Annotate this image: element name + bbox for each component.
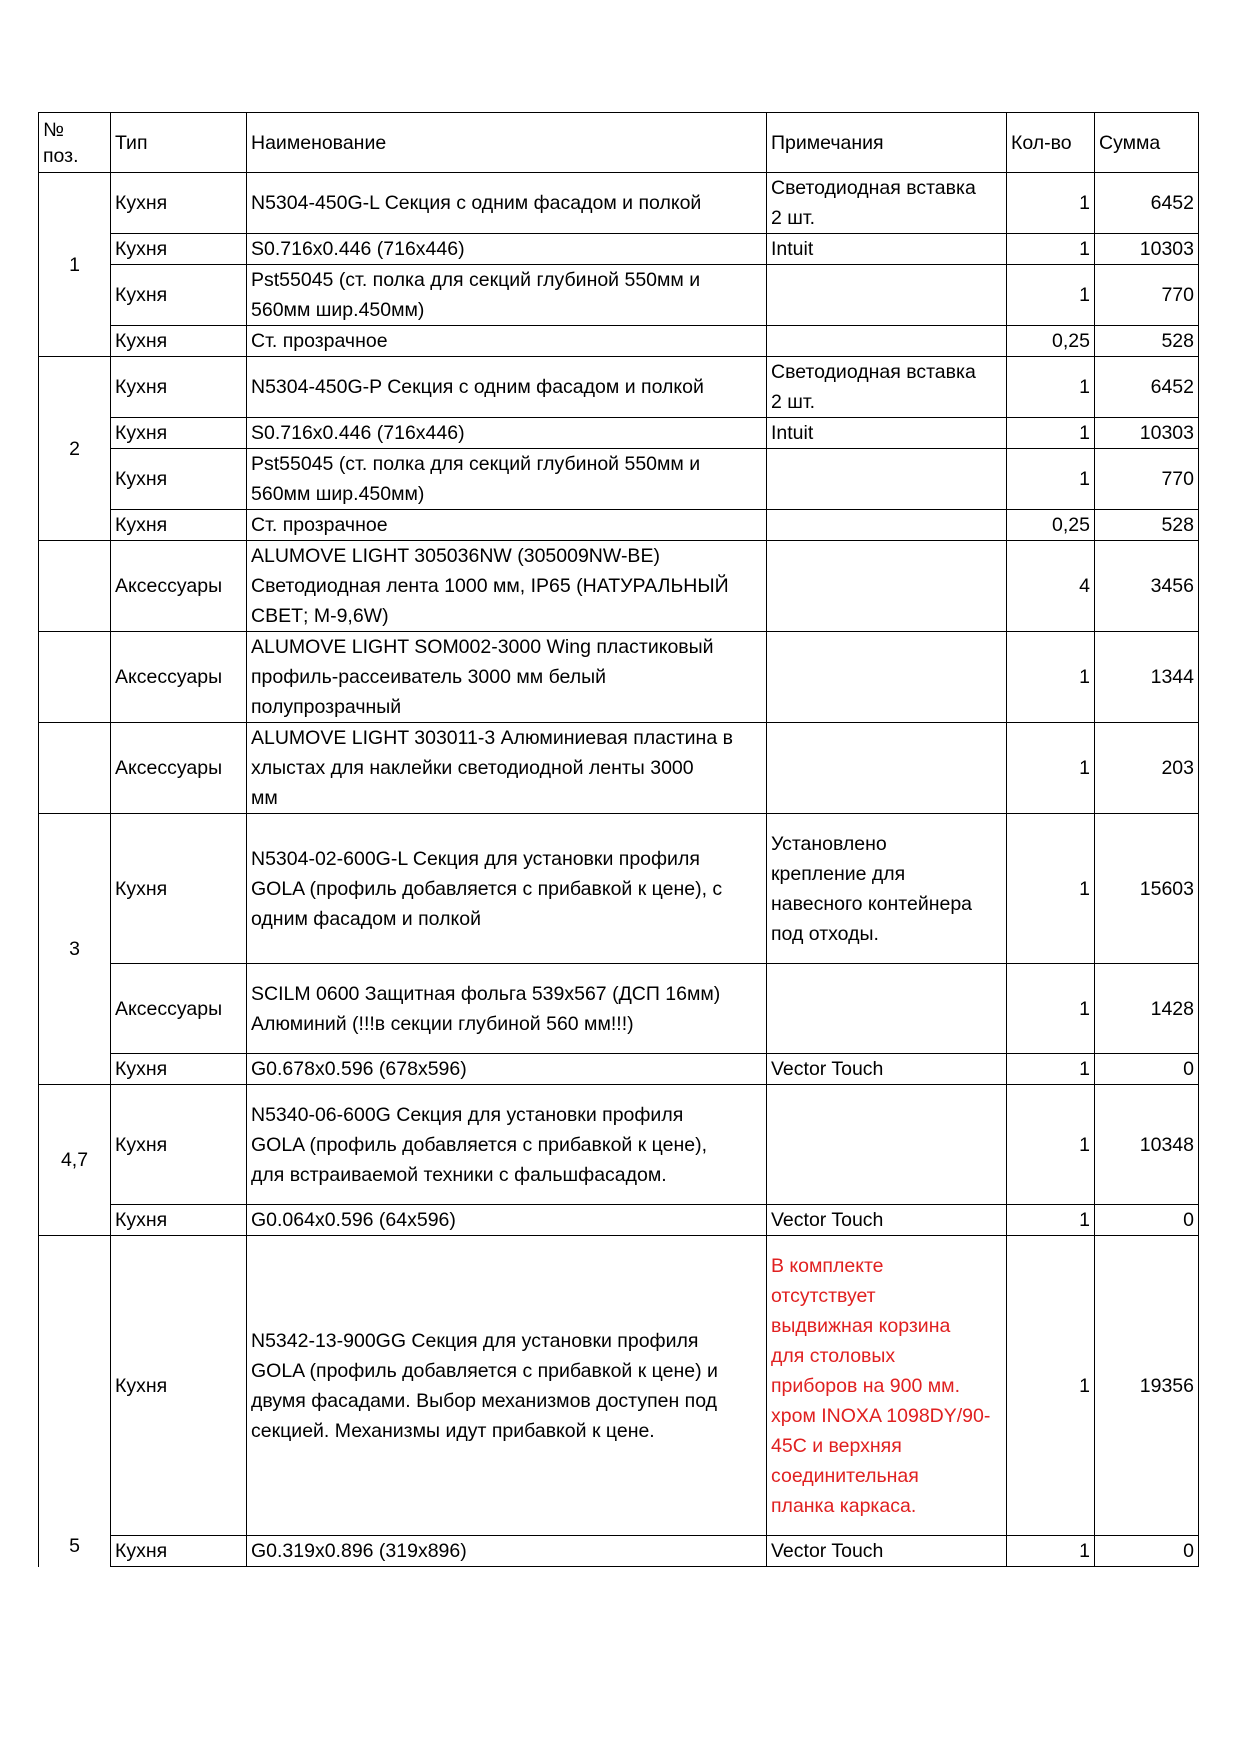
sum-cell: 1344 [1095, 632, 1199, 723]
note-cell [767, 723, 1007, 814]
table-header-row [39, 113, 1199, 173]
sum-cell: 6452 [1095, 357, 1199, 418]
type-cell: Аксессуары [111, 632, 247, 723]
type-cell: Кухня [111, 1536, 247, 1567]
table-row [39, 173, 1199, 234]
type-cell: Кухня [111, 418, 247, 449]
header-name: Наименование [247, 113, 767, 173]
sum-cell: 0 [1095, 1054, 1199, 1085]
table-row [39, 1085, 1199, 1205]
quantity-cell: 1 [1007, 814, 1095, 964]
name-cell: G0.678x0.596 (678х596) [247, 1054, 767, 1085]
position-number [39, 723, 111, 814]
quantity-cell: 0,25 [1007, 510, 1095, 541]
header-qty: Кол-во [1007, 113, 1095, 173]
quantity-cell: 1 [1007, 1085, 1095, 1205]
table-row [39, 1205, 1199, 1236]
type-cell: Кухня [111, 1054, 247, 1085]
name-cell: S0.716x0.446 (716х446) [247, 418, 767, 449]
note-cell: Intuit [767, 234, 1007, 265]
quantity-cell: 1 [1007, 357, 1095, 418]
quantity-cell: 1 [1007, 265, 1095, 326]
position-number: 2 [39, 357, 111, 541]
sum-cell: 3456 [1095, 541, 1199, 632]
sum-cell: 203 [1095, 723, 1199, 814]
quantity-cell: 1 [1007, 1054, 1095, 1085]
type-cell: Кухня [111, 173, 247, 234]
type-cell: Кухня [111, 1236, 247, 1536]
name-cell: G0.064x0.596 (64х596) [247, 1205, 767, 1236]
note-cell: Светодиодная вставка 2 шт. [767, 357, 1007, 418]
name-cell: Ст. прозрачное [247, 326, 767, 357]
type-cell: Кухня [111, 265, 247, 326]
quantity-cell: 1 [1007, 418, 1095, 449]
type-cell: Аксессуары [111, 964, 247, 1054]
table-row [39, 632, 1199, 723]
quantity-cell: 1 [1007, 173, 1095, 234]
name-cell: N5342-13-900GG Секция для установки профиля GOLA (профиль добавляется с прибавкой к цене) и двумя фасадами. Выбор механизмов доступен под секцией. Механизмы идут прибавкой к цене. [247, 1236, 767, 1536]
name-cell: ALUMOVE LIGHT SOM002-3000 Wing пластиковый профиль-рассеиватель 3000 мм белый полупрозрачный [247, 632, 767, 723]
name-cell: Pst55045 (ст. полка для секций глубиной 550мм и 560мм шир.450мм) [247, 265, 767, 326]
table-row [39, 964, 1199, 1054]
note-cell: Intuit [767, 418, 1007, 449]
header-note: Примечания [767, 113, 1007, 173]
sum-cell: 770 [1095, 265, 1199, 326]
quantity-cell: 1 [1007, 234, 1095, 265]
position-number: 5 [39, 1236, 111, 1567]
name-cell: SCILM 0600 Защитная фольга 539х567 (ДСП 16мм) Алюминий (!!!в секции глубиной 560 мм!!!) [247, 964, 767, 1054]
sum-cell: 6452 [1095, 173, 1199, 234]
type-cell: Кухня [111, 357, 247, 418]
table-row [39, 234, 1199, 265]
sum-cell: 15603 [1095, 814, 1199, 964]
sum-cell: 10303 [1095, 418, 1199, 449]
name-cell: ALUMOVE LIGHT 305036NW (305009NW-BE) Светодиодная лента 1000 мм, IP65 (НАТУРАЛЬНЫЙ СВЕТ; M-9,6W) [247, 541, 767, 632]
header-pos: № поз. [39, 113, 111, 173]
table-row [39, 510, 1199, 541]
table-row [39, 1236, 1199, 1536]
name-cell: G0.319x0.896 (319х896) [247, 1536, 767, 1567]
header-type: Тип [111, 113, 247, 173]
note-cell [767, 541, 1007, 632]
type-cell: Аксессуары [111, 541, 247, 632]
table-row [39, 265, 1199, 326]
position-number: 3 [39, 814, 111, 1085]
note-cell: Vector Touch [767, 1536, 1007, 1567]
type-cell: Кухня [111, 1205, 247, 1236]
type-cell: Кухня [111, 326, 247, 357]
note-cell: В комплекте отсутствует выдвижная корзина для столовых приборов на 900 мм. хром INOXA 1098DY/90- 45C и верхняя соединительная планка каркаса. [767, 1236, 1007, 1536]
name-cell: Ст. прозрачное [247, 510, 767, 541]
name-cell: ALUMOVE LIGHT 303011-3 Алюминиевая пластина в хлыстах для наклейки светодиодной ленты 3000 мм [247, 723, 767, 814]
name-cell: S0.716x0.446 (716х446) [247, 234, 767, 265]
type-cell: Кухня [111, 449, 247, 510]
type-cell: Кухня [111, 1085, 247, 1205]
sum-cell: 0 [1095, 1536, 1199, 1567]
quantity-cell: 1 [1007, 1536, 1095, 1567]
quantity-cell: 1 [1007, 964, 1095, 1054]
note-cell [767, 510, 1007, 541]
position-number [39, 541, 111, 632]
position-number: 1 [39, 173, 111, 357]
name-cell: Pst55045 (ст. полка для секций глубиной 550мм и 560мм шир.450мм) [247, 449, 767, 510]
quantity-cell: 1 [1007, 1236, 1095, 1536]
note-cell [767, 265, 1007, 326]
position-number [39, 632, 111, 723]
note-cell: Vector Touch [767, 1054, 1007, 1085]
note-cell [767, 449, 1007, 510]
table-row [39, 541, 1199, 632]
table-row [39, 326, 1199, 357]
quantity-cell: 1 [1007, 1205, 1095, 1236]
sum-cell: 1428 [1095, 964, 1199, 1054]
quantity-cell: 1 [1007, 449, 1095, 510]
sum-cell: 528 [1095, 510, 1199, 541]
sum-cell: 10303 [1095, 234, 1199, 265]
name-cell: N5304-450G-L Секция с одним фасадом и полкой [247, 173, 767, 234]
note-cell: Vector Touch [767, 1205, 1007, 1236]
note-cell [767, 964, 1007, 1054]
sum-cell: 770 [1095, 449, 1199, 510]
type-cell: Кухня [111, 510, 247, 541]
name-cell: N5304-450G-P Секция с одним фасадом и полкой [247, 357, 767, 418]
sum-cell: 10348 [1095, 1085, 1199, 1205]
note-cell [767, 632, 1007, 723]
table-row [39, 723, 1199, 814]
sum-cell: 19356 [1095, 1236, 1199, 1536]
header-sum: Сумма [1095, 113, 1199, 173]
quantity-cell: 0,25 [1007, 326, 1095, 357]
table-row [39, 1054, 1199, 1085]
quantity-cell: 1 [1007, 723, 1095, 814]
type-cell: Кухня [111, 234, 247, 265]
table-row [39, 1536, 1199, 1567]
table-row [39, 418, 1199, 449]
name-cell: N5340-06-600G Секция для установки профиля GOLA (профиль добавляется с прибавкой к цене), для встраиваемой техники с фальшфасадом. [247, 1085, 767, 1205]
type-cell: Кухня [111, 814, 247, 964]
table-row [39, 814, 1199, 964]
quantity-cell: 4 [1007, 541, 1095, 632]
position-number: 4,7 [39, 1085, 111, 1236]
note-cell [767, 1085, 1007, 1205]
specification-table [38, 112, 1199, 1567]
sum-cell: 0 [1095, 1205, 1199, 1236]
type-cell: Аксессуары [111, 723, 247, 814]
note-cell [767, 326, 1007, 357]
table-row [39, 449, 1199, 510]
quantity-cell: 1 [1007, 632, 1095, 723]
note-cell: Светодиодная вставка 2 шт. [767, 173, 1007, 234]
table-row [39, 357, 1199, 418]
name-cell: N5304-02-600G-L Секция для установки профиля GOLA (профиль добавляется с прибавкой к цене), с одним фасадом и полкой [247, 814, 767, 964]
sum-cell: 528 [1095, 326, 1199, 357]
note-cell: Установлено крепление для навесного контейнера под отходы. [767, 814, 1007, 964]
